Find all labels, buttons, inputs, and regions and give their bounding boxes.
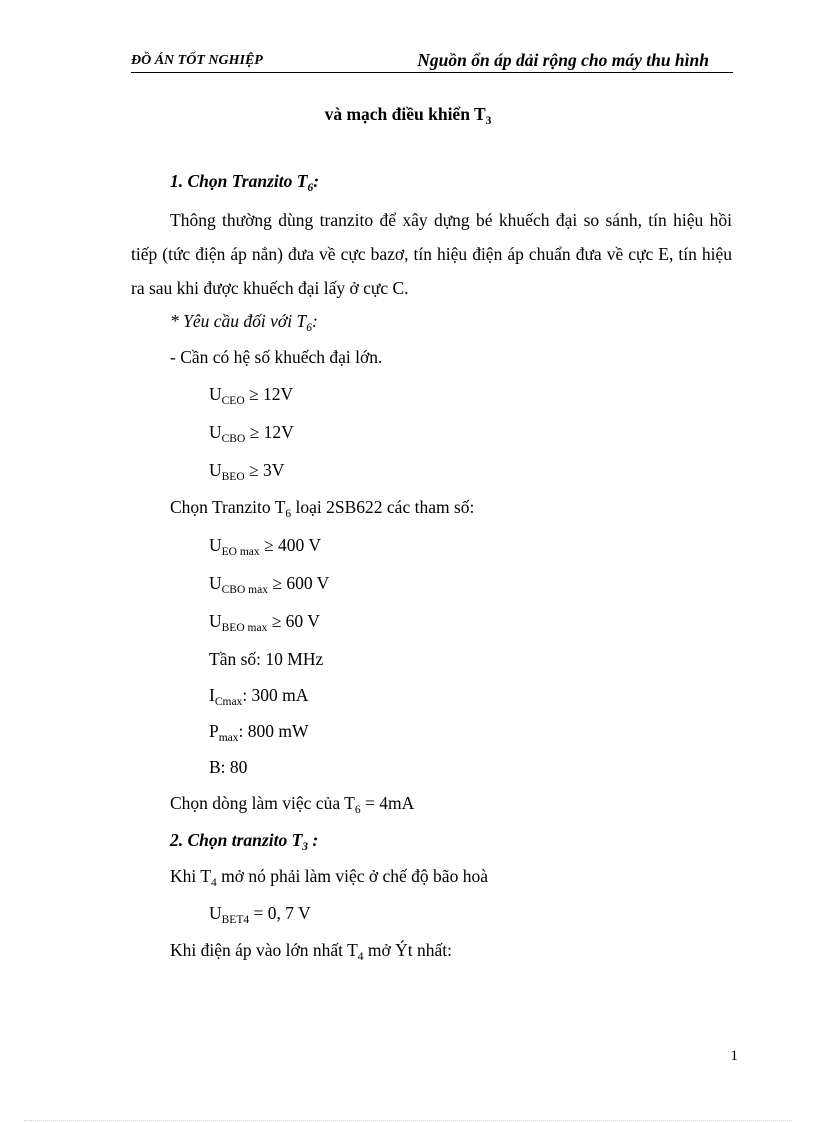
section2-heading: 2. Chọn tranzito $T_3$ : — [170, 830, 319, 853]
section1-heading: 1. Chọn Tranzito $T_6$: — [170, 171, 320, 194]
param-frequency: Tần số: 10 MHz — [209, 649, 324, 669]
param-ucbo-max: $U_{CBO max} \ge 600$ V — [209, 573, 330, 596]
choose-transistor-line: Chọn Tranzito $T_6$ loại 2SB622 các tham số: — [170, 497, 475, 520]
param-p-max: $P_{max}$: 800 mW — [209, 721, 309, 744]
param-ic-max: $I_{Cmax}$: 300 mA — [209, 685, 309, 708]
requirement-ubeo: $U_{BEO} \ge 3V$ — [209, 460, 285, 483]
param-ueo-max: $U_{EO max} \ge 400$ V — [209, 535, 321, 558]
page-title: và mạch điều khiển $T_3$ — [324, 104, 492, 127]
operating-current-line: Chọn dòng làm việc của $T_6 = 4mA$ — [170, 793, 415, 816]
requirement-label: * Yêu cầu đối với $T_6$: — [170, 311, 318, 334]
requirement-uceo: $U_{CEO} \ge 12V$ — [209, 384, 294, 407]
saturation-line: Khi $T_4$ mở nó phải làm việc ở chế độ bão hoà — [170, 866, 488, 889]
requirement-gain: - Cần có hệ số khuếch đại lớn. — [170, 347, 383, 367]
ubet4-line: $U_{BET4} = 0$, 7 V — [209, 903, 311, 926]
header-left: ĐỒ ÁN TỐT NGHIỆP — [131, 53, 263, 68]
param-ubeo-max: $U_{BEO max} \ge 60$ V — [209, 611, 320, 634]
page-number: 1 — [730, 1048, 738, 1064]
max-voltage-line: Khi điện áp vào lớn nhất $T_4$ mở Ýt nhất: — [170, 940, 453, 963]
section1-paragraph: Thông thường dùng tranzito để xây dựng bé khuếch đại so sánh, tín hiệu hồi tiếp (tức điện áp nắn) đưa về cực bazơ, tín hiệu điện áp chuẩn đưa về cực E, tín hiệu ra sau khi được khuếch đại lấy ở cực C. — [131, 210, 732, 298]
page-header — [131, 50, 733, 73]
param-beta: B: 80 — [209, 757, 248, 777]
requirement-ucbo: $U_{CBO} \ge 12V$ — [209, 422, 294, 445]
header-right: Nguồn ổn áp dải rộng cho máy thu hình — [417, 50, 709, 70]
page-bottom-divider — [24, 1120, 792, 1121]
